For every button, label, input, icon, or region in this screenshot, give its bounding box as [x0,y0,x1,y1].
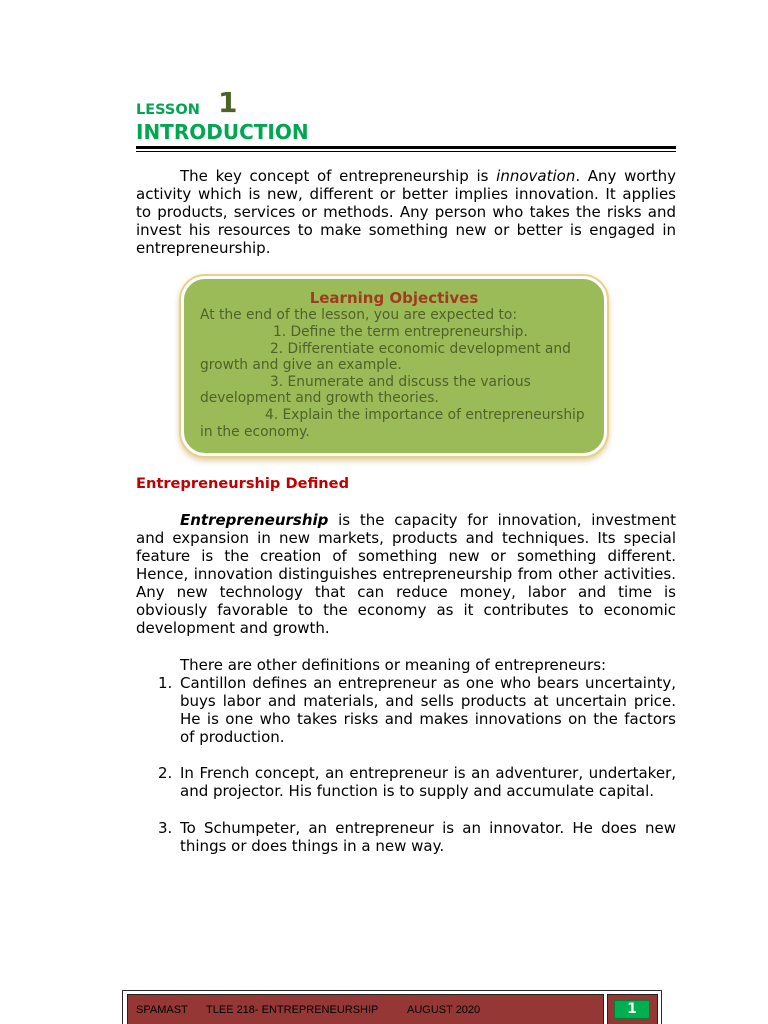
definition-paragraph-line: feature is the creation of something new or something different. [136,547,676,565]
learning-objectives-title: Learning Objectives [309,289,479,307]
objectives-intro: At the end of the lesson, you are expected to: [200,307,517,323]
objective-line: 1. Define the term entrepreneurship. [273,324,528,340]
definition-paragraph-line: and expansion in new markets, products and techniques. Its special [136,529,676,547]
footer-course: TLEE 218- ENTREPRENEURSHIP [206,1004,379,1016]
list-item-line: Cantillon defines an entrepreneur as one who bears uncertainty, [180,674,676,692]
footer-school: SPAMAST [136,1004,188,1016]
intro-paragraph-line: invest his resources to make something new or better is engaged in [136,221,676,239]
definition-paragraph-line: Any new technology that can reduce money, labor and time is [136,583,676,601]
definition-paragraph-line [180,511,676,529]
intro-emphasis: innovation [496,167,576,185]
list-item-line: He is one who takes risks and makes innovations on the factors [180,710,676,728]
list-item-line: To Schumpeter, an entrepreneur is an innovator. He does new [180,819,676,837]
intro-paragraph-line [180,167,676,185]
list-item-line: of production. [180,728,285,746]
list-intro: There are other definitions or meaning of entrepreneurs: [180,656,607,674]
intro-paragraph-line: entrepreneurship. [136,239,271,257]
header-rule-thick [136,146,676,149]
objective-line: development and growth theories. [200,390,439,406]
definition-paragraph-line: development and growth. [136,619,330,637]
intro-paragraph-line: activity which is new, different or better implies innovation. It applies [136,185,676,203]
list-item-line: things or does things in a new way. [180,837,445,855]
objective-line: growth and give an example. [200,357,402,373]
objective-line: 2. Differentiate economic development and [270,341,571,357]
list-number: 1. [158,674,173,692]
list-item-line: In French concept, an entrepreneur is an adventurer, undertaker, [180,764,676,782]
objective-line: 4. Explain the importance of entrepreneurship [265,407,585,423]
defined-term: Entrepreneurship [180,511,329,529]
page-number: 1 [614,1000,650,1019]
list-item-line: and projector. His function is to supply and accumulate capital. [180,782,655,800]
objective-line: in the economy. [200,424,310,440]
list-number: 2. [158,764,173,782]
list-item-line: buys labor and materials, and sells products at uncertain price. [180,692,676,710]
definition-paragraph-line: obviously favorable to the economy as it contributes to economic [136,601,676,619]
list-number: 3. [158,819,173,837]
section-title: Entrepreneurship Defined [136,475,350,492]
intro-paragraph-line: to products, services or methods. Any person who takes the risks and [136,203,676,221]
lesson-label: LESSON [136,102,200,118]
footer-date: AUGUST 2020 [407,1004,481,1016]
lesson-number: 1 [218,86,238,119]
intro-text: . Any worthy [575,167,676,185]
lesson-title: INTRODUCTION [136,120,309,144]
definition-paragraph-line: Hence, innovation distinguishes entrepreneurship from other activities. [136,565,676,583]
definition-text: is the capacity for innovation, investment [328,511,676,529]
objective-line: 3. Enumerate and discuss the various [270,374,531,390]
intro-text: The key concept of entrepreneurship is [180,167,497,185]
header-rule-thin [136,151,676,152]
